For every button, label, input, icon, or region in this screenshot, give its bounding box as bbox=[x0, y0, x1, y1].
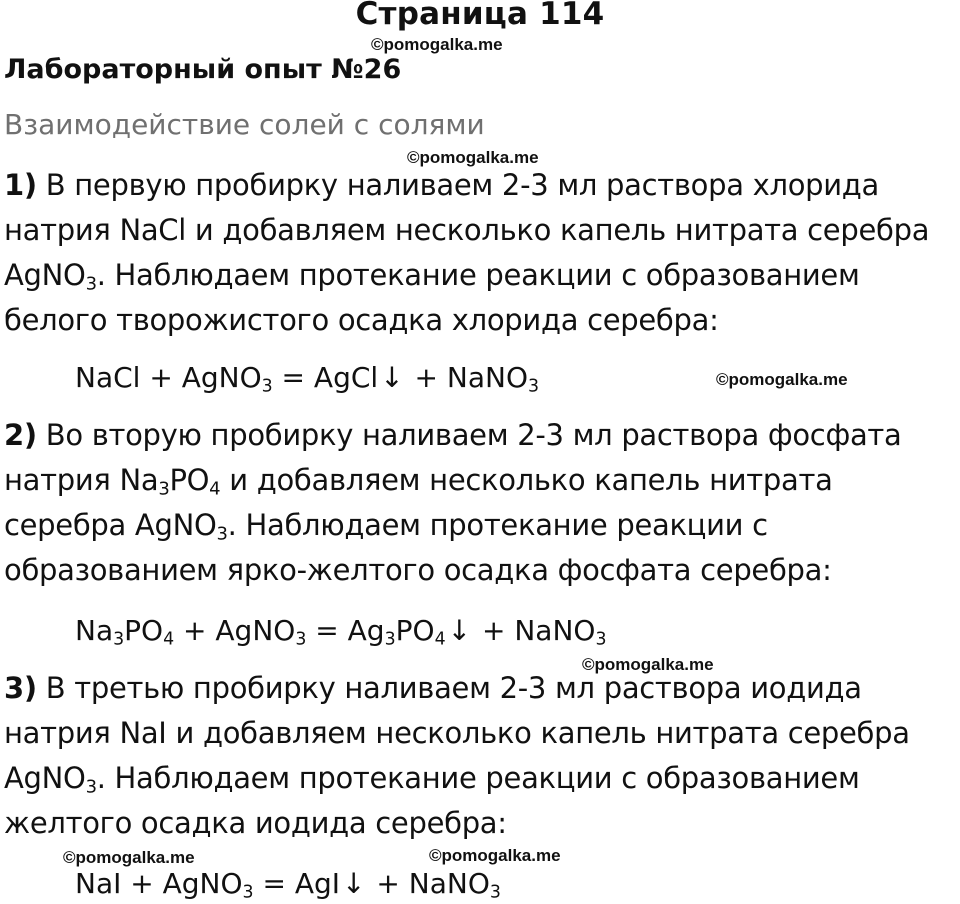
watermark: ©pomogalka.me bbox=[582, 655, 714, 674]
watermark: ©pomogalka.me bbox=[407, 148, 539, 167]
subtitle: Взаимодействие солей с солями bbox=[4, 108, 485, 141]
step-number: 2) bbox=[4, 418, 37, 452]
watermark: ©pomogalka.me bbox=[371, 35, 503, 54]
paragraph-1: 1) В первую пробирку наливаем 2-3 мл раствора хлорида натрия NaCl и добавляем несколько капель нитрата серебра AgNO$_3$. Наблюдаем протекание реакции с образованием белого творожистого осадка хлорида серебра: bbox=[4, 168, 930, 337]
step-number: 1) bbox=[4, 168, 37, 202]
equation-1: NaCl + AgNO$_3$ = AgCl↓ + NaNO$_3$ bbox=[75, 358, 539, 398]
precipitate-arrow-icon: ↓ bbox=[447, 614, 472, 647]
precipitate-arrow-icon: ↓ bbox=[342, 867, 366, 900]
equation-2: $Na_3PO_4$ + AgNO$_3$ = $Ag_3PO_4↓$ + NaNO$_3$ bbox=[75, 611, 606, 651]
equation-3: NaI + AgNO$_3$ = AgI↓ + NaNO$_3$ bbox=[75, 864, 501, 904]
paragraph-3: 3) В третью пробирку наливаем 2-3 мл раствора иодида натрия NaI и добавляем несколько капель нитрата серебра AgNO$_3$. Наблюдаем протекание реакции с образованием желтого осадка иодида серебра: bbox=[4, 671, 910, 840]
lab-title: Лабораторный опыт №26 bbox=[4, 54, 402, 85]
precipitate-arrow-icon: ↓ bbox=[380, 361, 404, 394]
watermark: ©pomogalka.me bbox=[716, 370, 848, 389]
page-title: Страница 114 bbox=[355, 0, 605, 32]
watermark: ©pomogalka.me bbox=[429, 846, 561, 865]
watermark: ©pomogalka.me bbox=[63, 848, 195, 867]
paragraph-2: 2) Во вторую пробирку наливаем 2-3 мл раствора фосфата натрия $Na_3PO_4$ и добавляем несколько капель нитрата серебра AgNO$_3$. Наблюдаем протекание реакции с образованием ярко-желтого осадка фосфата серебра: bbox=[4, 418, 902, 587]
step-number: 3) bbox=[4, 671, 37, 705]
